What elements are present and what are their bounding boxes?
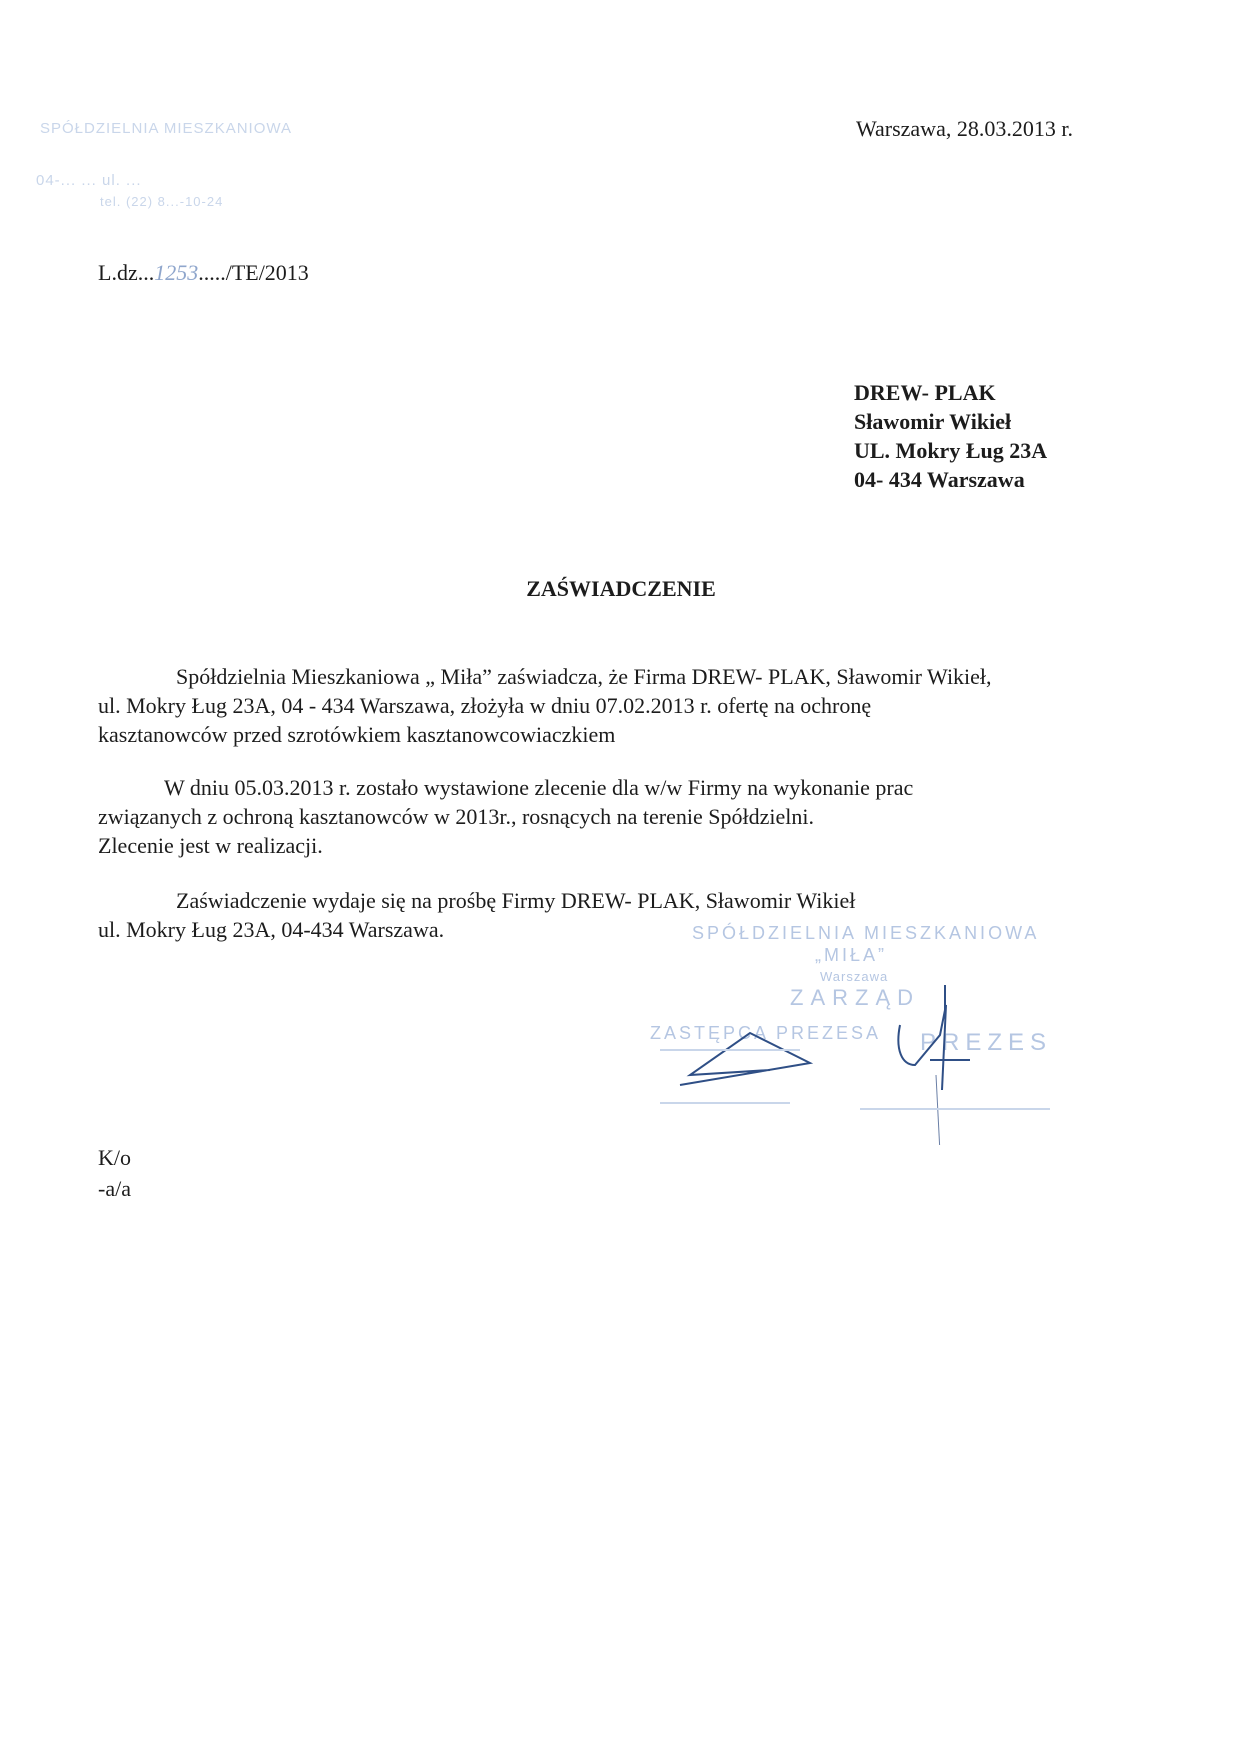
header-stamp-line3: tel. (22) 8...-10-24 xyxy=(100,194,224,209)
reference-suffix: /TE/2013 xyxy=(225,260,309,285)
header-stamp-line1: SPÓŁDZIELNIA MIESZKANIOWA xyxy=(40,120,292,137)
stamp-board: ZARZĄD xyxy=(790,985,920,1010)
reference-dots: ... xyxy=(137,260,155,285)
recipient-name: Sławomir Wikieł xyxy=(854,409,1012,434)
paragraph-2-line-1: W dniu 05.03.2013 r. zostało wystawione zlecenie dla w/w Firmy na wykonanie prac xyxy=(164,775,914,800)
footer-notes xyxy=(98,1142,131,1204)
document-title: ZAŚWIADCZENIE xyxy=(526,576,716,601)
paragraph-2-line-2: związanych z ochroną kasztanowców w 2013r., rosnących na terenie Spółdzielni. xyxy=(98,804,814,829)
paragraph-1 xyxy=(98,662,1098,749)
recipient-street: UL. Mokry Ług 23A xyxy=(854,438,1048,463)
footer-aa: -a/a xyxy=(98,1176,131,1201)
stamp-president: PREZES xyxy=(920,1029,1053,1056)
footer-ko: K/o xyxy=(98,1145,131,1170)
paragraph-1-line-1: Spółdzielnia Mieszkaniowa „ Miła” zaświadcza, że Firma DREW- PLAK, Sławomir Wikieł, xyxy=(176,664,992,689)
paragraph-3-line-2: ul. Mokry Ług 23A, 04-434 Warszawa. xyxy=(98,917,445,942)
stamp-city: Warszawa xyxy=(820,969,889,984)
paragraph-2 xyxy=(98,773,1098,860)
stamp-org: SPÓŁDZIELNIA MIESZKANIOWA xyxy=(692,923,1040,943)
recipient-city: 04- 434 Warszawa xyxy=(854,467,1025,492)
stamp-deputy: ZASTĘPCA PREZESA xyxy=(650,1023,882,1043)
header-stamp-line2: 04-... ... ul. ... xyxy=(36,172,142,189)
deputy-signature xyxy=(680,1033,810,1085)
paragraph-2-line-3: Zlecenie jest w realizacji. xyxy=(98,833,323,858)
signature-strokes xyxy=(640,915,1100,1145)
reference-prefix: L.dz xyxy=(98,260,138,285)
reference-dots-2: ..... xyxy=(198,260,226,285)
paragraph-1-line-3: kasztanowców przed szrotówkiem kasztanowcowiaczkiem xyxy=(98,722,616,747)
reference-number xyxy=(98,262,309,284)
paragraph-1-line-2: ul. Mokry Ług 23A, 04 - 434 Warszawa, złożyła w dniu 07.02.2013 r. ofertę na ochronę xyxy=(98,693,872,718)
signature-stamp-area xyxy=(640,915,1100,1145)
handwritten-number: 1253 xyxy=(154,260,199,285)
recipient-address xyxy=(854,378,1047,494)
president-signature xyxy=(898,985,970,1090)
date-line: Warszawa, 28.03.2013 r. xyxy=(856,116,1073,141)
stamp-name: „MIŁA” xyxy=(815,945,887,965)
paragraph-3-line-1: Zaświadczenie wydaje się na prośbę Firmy DREW- PLAK, Sławomir Wikieł xyxy=(176,888,856,913)
recipient-company: DREW- PLAK xyxy=(854,380,996,405)
